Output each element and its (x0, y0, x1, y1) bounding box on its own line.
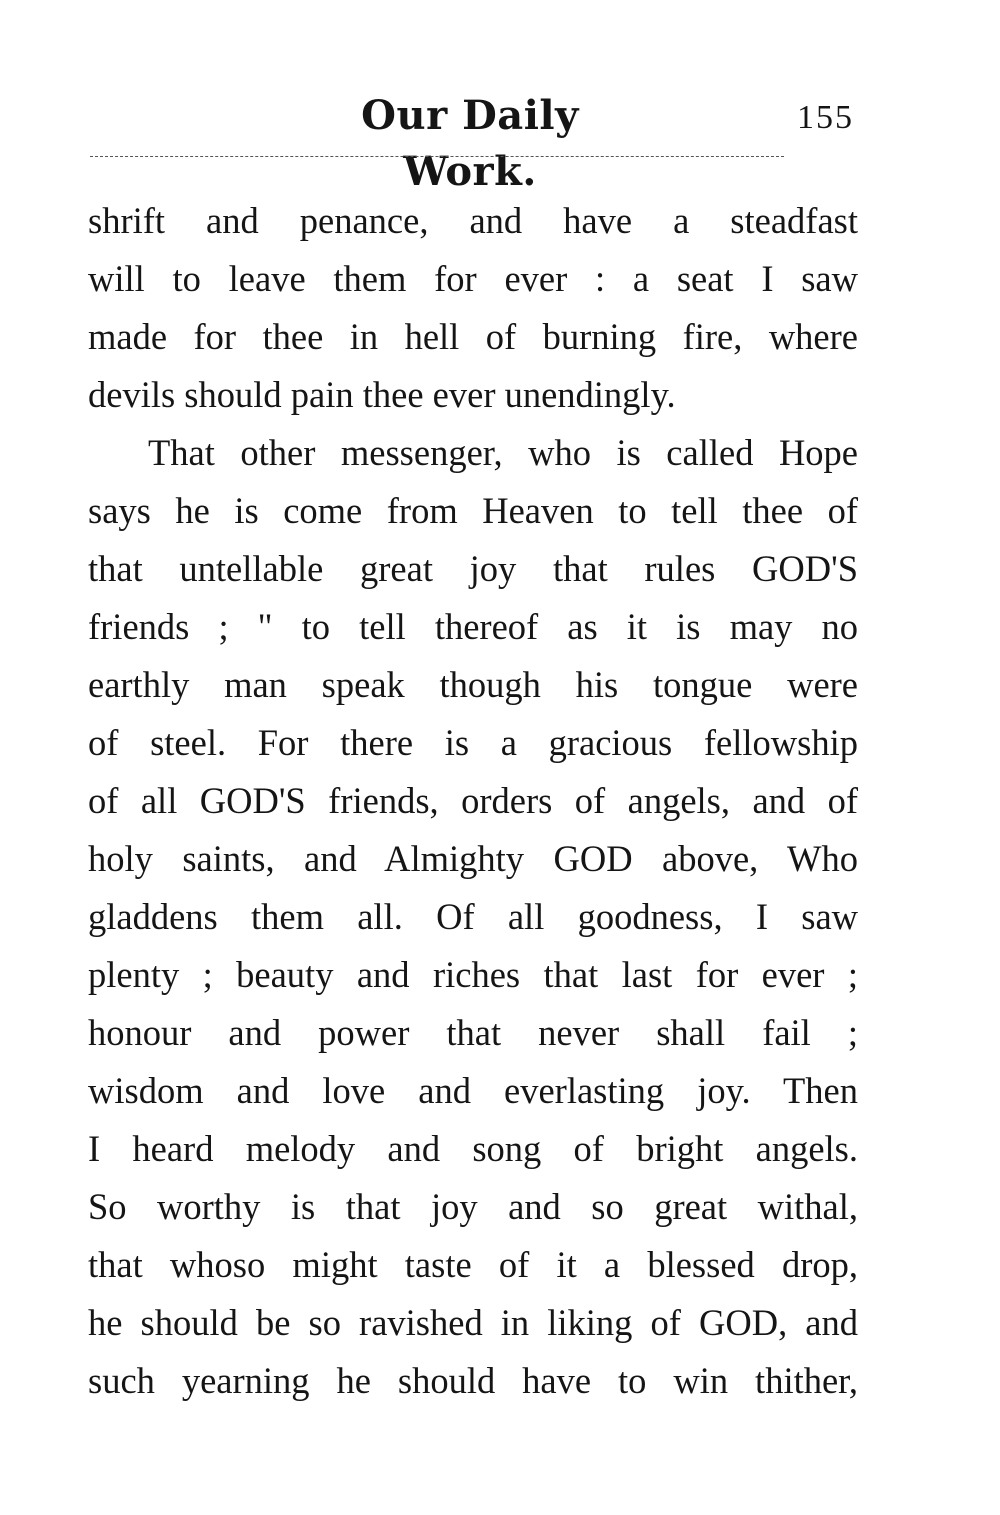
text-line: gladdens them all. Of all goodness, I saw (88, 896, 858, 937)
text-line: of steel. For there is a gracious fellowship (88, 722, 858, 763)
text-line: devils should pain thee ever unendingly. (88, 374, 676, 415)
text-line: of all GOD'S friends, orders of angels, and of (88, 780, 858, 821)
text-line: shrift and penance, and have a steadfast (88, 200, 858, 241)
text-line: that whoso might taste of it a blessed drop, (88, 1244, 858, 1285)
running-title: Our Daily Work. (361, 92, 579, 195)
body-text (88, 192, 858, 1410)
text-line: That other messenger, who is called Hope (148, 432, 858, 473)
text-line: holy saints, and Almighty GOD above, Who (88, 838, 858, 879)
text-line: such yearning he should have to win thither, (88, 1360, 858, 1401)
text-line: earthly man speak though his tongue were (88, 664, 858, 705)
text-line: honour and power that never shall fail ; (88, 1012, 858, 1053)
text-line: friends ; " to tell thereof as it is may no (88, 606, 858, 647)
text-line: that untellable great joy that rules GOD'S (88, 548, 858, 589)
text-line: So worthy is that joy and so great withal, (88, 1186, 858, 1227)
text-line: he should be so ravished in liking of GOD, and (88, 1302, 858, 1343)
text-line: will to leave them for ever : a seat I saw (88, 258, 858, 299)
text-line: plenty ; beauty and riches that last for ever ; (88, 954, 858, 995)
text-line: says he is come from Heaven to tell thee of (88, 490, 858, 531)
text-line: wisdom and love and everlasting joy. Then (88, 1070, 858, 1111)
text-line: made for thee in hell of burning fire, where (88, 316, 858, 357)
page-number: 155 (797, 99, 854, 136)
header-rule (90, 156, 784, 157)
running-head (88, 88, 858, 195)
text-line: I heard melody and song of bright angels. (88, 1128, 858, 1169)
